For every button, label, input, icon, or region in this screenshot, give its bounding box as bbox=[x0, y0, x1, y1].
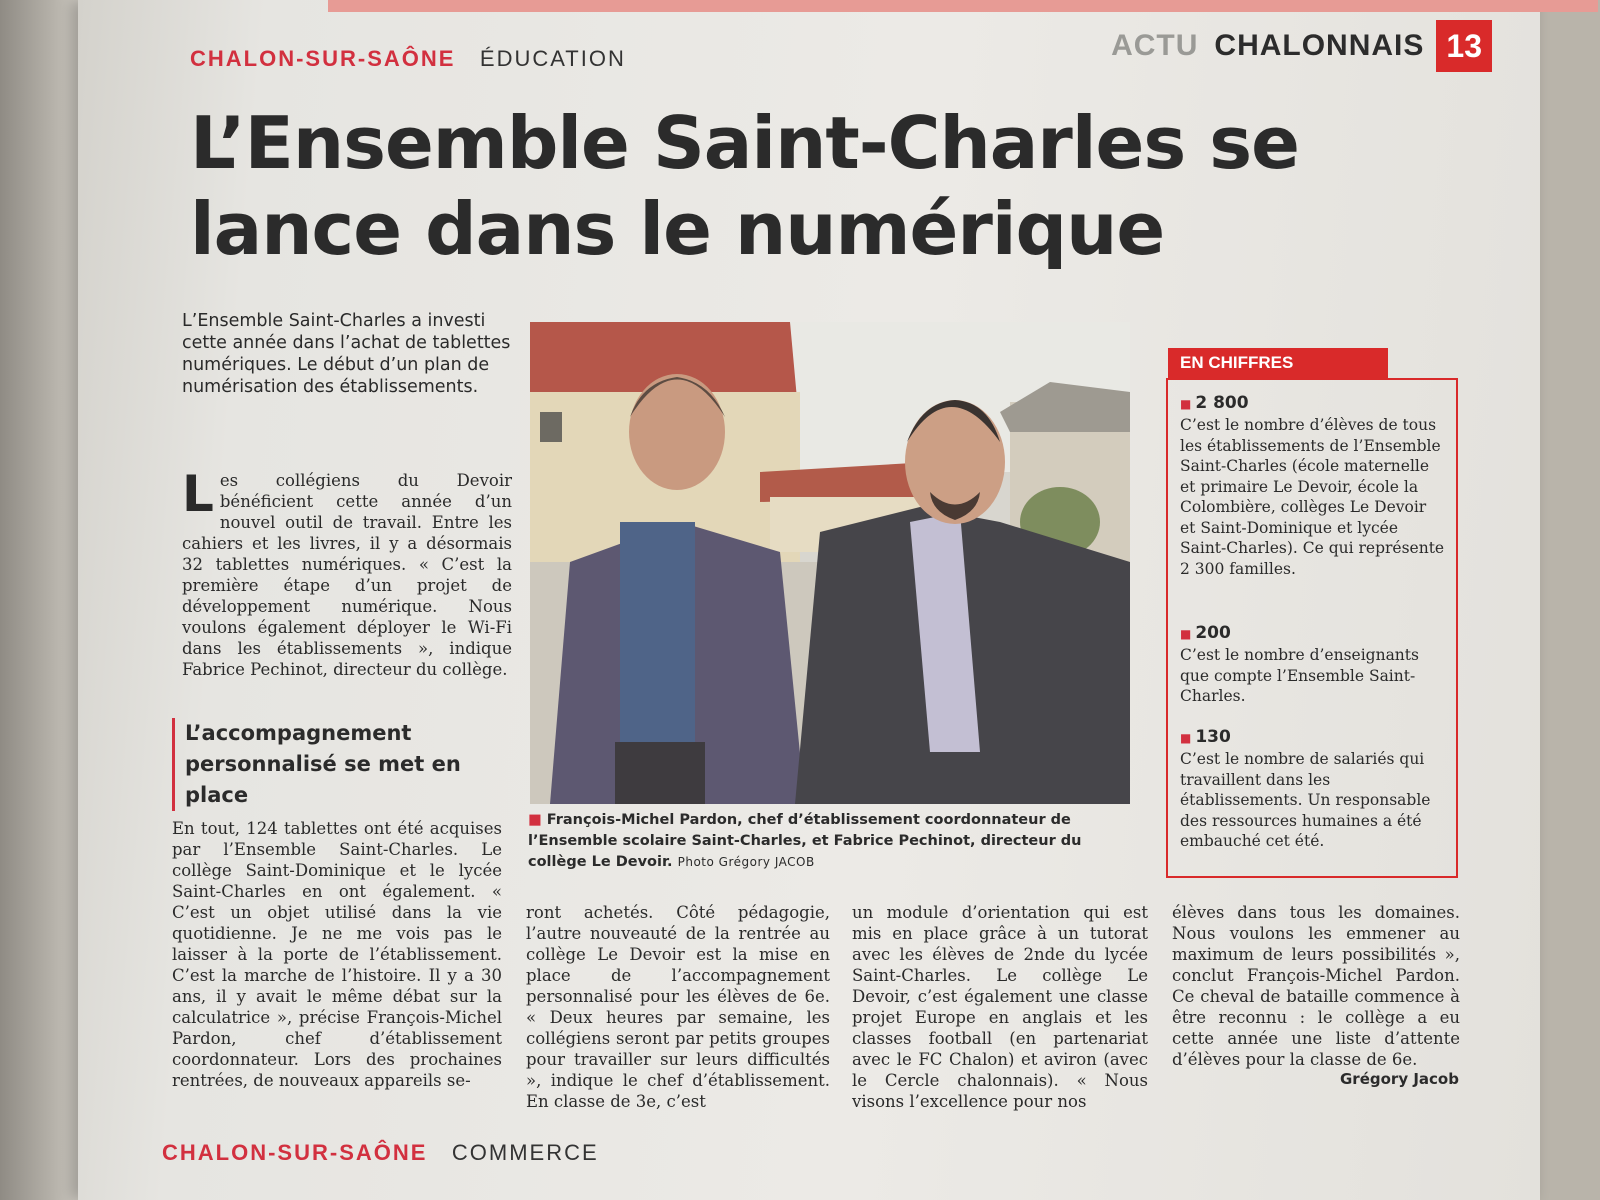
stat-number: 200 bbox=[1195, 623, 1231, 643]
subheading: L’accompagnement personnalisé se met en place bbox=[172, 718, 485, 811]
body-column-1a bbox=[182, 465, 512, 680]
header-section: ACTU bbox=[1111, 29, 1199, 62]
stat-bullet-icon: ■ bbox=[1180, 397, 1192, 411]
stat-text: C’est le nombre de salariés qui travaillent dans les établissements. Un responsable des ressources humaines a été embauché cet été. bbox=[1180, 750, 1431, 850]
adjacent-page-edge bbox=[0, 0, 78, 1200]
stat-text: C’est le nombre d’élèves de tous les établissements de l’Ensemble Saint-Charles (école maternelle et primaire Le Devoir, école la Colombière, collèges Le Devoir et Saint-Dominique et lycée Saint-Charles). Ce qui représente 2 300 familles. bbox=[1180, 416, 1445, 578]
stat-item bbox=[1180, 726, 1445, 852]
photo-caption bbox=[528, 810, 1088, 873]
body-column-1b: En tout, 124 tablettes ont été acquises par l’Ensemble Saint-Charles. Le collège Saint-Dominique et le lycée Saint-Charles en ont également. « C’est un objet utilisé dans la vie quotidienne. Je ne me vois pas le laisser à la porte de l’établissement. C’est la marche de l’histoire. Il y a 30 ans, il y avait le même débat sur la calculatrice », précise François-Michel Pardon, chef d’établissement coordonnateur. Lors des prochaines rentrées, de nouveaux appareils se- bbox=[172, 819, 502, 1090]
body-column-4: élèves dans tous les domaines. Nous voulons les emmener au maximum de leurs possibilités », conclut François-Michel Pardon. Ce cheval de bataille commence à être reconnu : le collège a eu cette année une liste d’attente d’élèves pour la classe de 6e. bbox=[1172, 903, 1460, 1069]
stat-number: 2 800 bbox=[1195, 393, 1249, 413]
article-photo bbox=[530, 322, 1130, 804]
byline: Grégory Jacob bbox=[1340, 1070, 1459, 1088]
next-rubric-category: COMMERCE bbox=[451, 1140, 599, 1165]
page-number: 13 bbox=[1436, 20, 1492, 72]
sidebar-tag: EN CHIFFRES bbox=[1168, 348, 1388, 378]
stat-text: C’est le nombre d’enseignants que compte l’Ensemble Saint-Charles. bbox=[1180, 646, 1419, 705]
body-paragraph-1: es collégiens du Devoir bénéficient cette année d’un nouvel outil de travail. Entre les cahiers et les livres, il y a désormais 32 tablettes numériques. « C’est la première étape d’un projet de développement numérique. Nous voulons également déployer le Wi-Fi dans les établissements », indique Fabrice Pechinot, directeur du collège. bbox=[182, 471, 512, 679]
page-header bbox=[1111, 20, 1492, 72]
dropcap: L bbox=[182, 465, 214, 523]
body-column-3: un module d’orientation qui est mis en place grâce à un tutorat avec les élèves de 2nde du lycée Saint-Charles. Le collège Le Devoir, c’est également une classe projet Europe en anglais et les classes football (en partenariat avec le FC Chalon) et aviron (avec le Cercle chalonnais). « Nous visons l’excellence pour nos bbox=[852, 903, 1148, 1111]
next-rubric bbox=[162, 1140, 599, 1166]
rubric-category: ÉDUCATION bbox=[479, 46, 626, 71]
caption-text: François-Michel Pardon, chef d’établissement coordonnateur de l’Ensemble scolaire Saint-Charles, et Fabrice Pechinot, directeur du collège Le Devoir. bbox=[528, 812, 1082, 870]
rubric-city: CHALON-SUR-SAÔNE bbox=[190, 46, 456, 71]
stat-bullet-icon: ■ bbox=[1180, 731, 1192, 745]
lede: L’Ensemble Saint-Charles a investi cette année dans l’achat de tablettes numériques. Le début d’un plan de numérisation des établissements. bbox=[182, 311, 511, 397]
stat-bullet-icon: ■ bbox=[1180, 627, 1192, 641]
next-rubric-city: CHALON-SUR-SAÔNE bbox=[162, 1140, 428, 1165]
photo-credit: Photo Grégory JACOB bbox=[677, 855, 815, 869]
photo-illustration bbox=[530, 322, 1130, 804]
rubric bbox=[190, 46, 626, 72]
stat-item bbox=[1180, 392, 1445, 579]
top-color-band bbox=[328, 0, 1598, 12]
caption-bullet-icon: ■ bbox=[528, 812, 547, 828]
header-title: CHALONNAIS bbox=[1214, 29, 1425, 62]
stat-item bbox=[1180, 622, 1445, 707]
stat-number: 130 bbox=[1195, 727, 1231, 747]
body-column-2: ront achetés. Côté pédagogie, l’autre nouveauté de la rentrée au collège Le Devoir est la mise en place de l’accompagnement personnalisé pour les élèves de 6e. « Deux heures par semaine, les collégiens seront par petits groupes pour travailler sur leurs difficultés », indique le chef d’établissement. En classe de 3e, c’est bbox=[526, 903, 830, 1111]
headline: L’Ensemble Saint-Charles se lance dans le numérique bbox=[190, 101, 1299, 271]
